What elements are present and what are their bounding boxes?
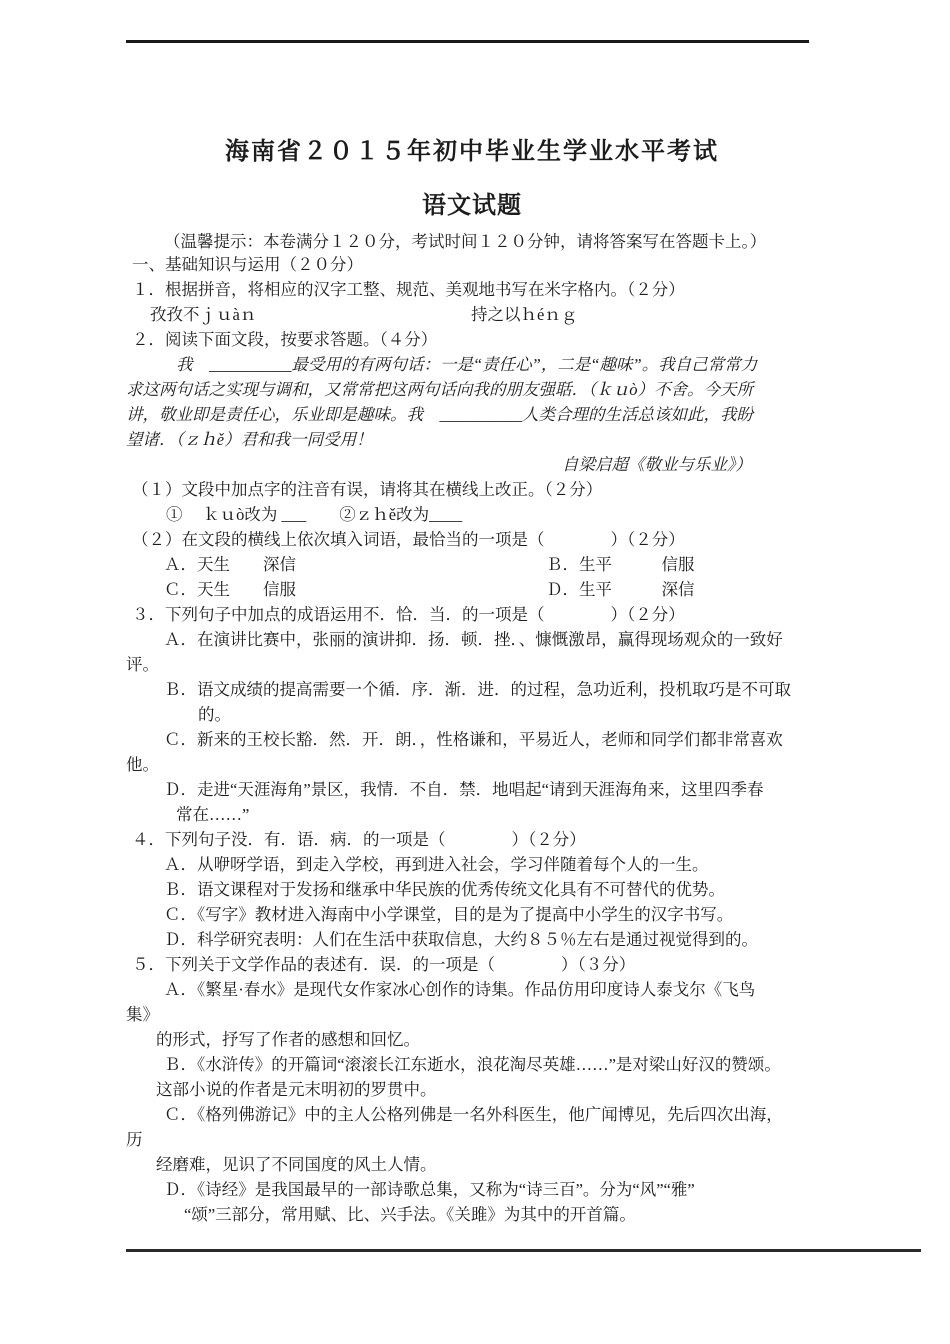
q1-pinyin-row <box>126 302 818 327</box>
q3-option-a-line2: 评。 <box>126 655 159 674</box>
exam-body <box>126 252 818 1227</box>
q3-option-a-line1: Ａ．在演讲比赛中，张丽的演讲抑．扬．顿．挫．、慷慨激昂，赢得现场观众的一致好 <box>164 630 783 649</box>
q1-phrase-right: 持之以ｈéｎｇ <box>471 305 578 324</box>
q2-passage-source: 自梁启超《敬业与乐业》） <box>562 455 752 474</box>
page-subtitle: 语文试题 <box>422 193 522 219</box>
q5-option-b-line2: 这部小说的作者是元末明初的罗贯中。 <box>156 1080 437 1099</box>
q5-option-d-line1: Ｄ．《诗经》是我国最早的一部诗歌总集，又称为“诗三百”。分为“风”“雅” <box>164 1180 695 1199</box>
q5-option-a-line3: 的形式，抒写了作者的感想和回忆。 <box>156 1030 420 1049</box>
q5-option-b-line1: Ｂ．《水浒传》的开篇词“滚滚长江东逝水，浪花淘尽英雄……”是对梁山好汉的赞颂。 <box>164 1055 781 1074</box>
q2-sub1-items: ① ｋｕò改为 ___ ②ｚｈě改为____ <box>166 505 463 524</box>
q3-option-c-line2: 他。 <box>126 755 159 774</box>
q2-stem: ２．阅读下面文段，按要求答题。（４分） <box>132 330 438 349</box>
section-1-heading: 一、基础知识与运用（２０分） <box>132 255 363 274</box>
q3-option-d-line2: 常在……” <box>176 805 250 824</box>
q4-stem: ４．下列句子没．有．语．病．的一项是（ ）（２分） <box>132 830 586 849</box>
q4-option-c: Ｃ．《写字》教材进入海南中小学课堂，目的是为了提高中小学生的汉字书写。 <box>164 905 734 924</box>
q2-passage-line3: 讲，敬业即是责任心，乐业即是趣味。我 __________人类合理的生活总该如此，我盼 <box>126 405 753 424</box>
q1-stem: １．根据拼音，将相应的汉字工整、规范、美观地书写在米字格内。（２分） <box>132 280 685 299</box>
q5-option-c-line2: 历 <box>126 1130 143 1149</box>
q2-passage-line1: 我 __________最受用的有两句话：一是“责任心”，二是“趣味”。我自己常常力 <box>176 355 758 374</box>
q5-option-a-line2: 集》 <box>126 1005 159 1024</box>
q2-options-row-cd <box>126 577 818 602</box>
top-border-rule <box>126 40 809 43</box>
q3-stem: ３．下列句子中加点的成语运用不．恰．当．的一项是（ ）（２分） <box>132 605 685 624</box>
q4-option-d: Ｄ．科学研究表明：人们在生活中获取信息，大约８５％左右是通过视觉得到的。 <box>164 930 758 949</box>
exam-notice: （温馨提示：本卷满分１２０分，考试时间１２０分钟，请将答案写在答题卡上。） <box>164 232 767 251</box>
q5-option-a-line1: Ａ．《繁星·春水》是现代女作家冰心创作的诗集。作品仿用印度诗人泰戈尔《飞鸟 <box>164 980 756 999</box>
q2-option-b: Ｂ．生平 信服 <box>546 555 695 574</box>
q5-stem: ５．下列关于文学作品的表述有．误．的一项是（ ）（３分） <box>132 955 636 974</box>
q2-passage-line4: 望诸．（ｚｈě）君和我一同受用！ <box>126 430 373 449</box>
q2-passage-line2: 求这两句话之实现与调和，又常常把这两句话向我的朋友强聒．（ｋｕò）不舍。今天所 <box>126 380 753 399</box>
q1-phrase-left: 孜孜不ｊｕàｎ <box>150 305 257 324</box>
q3-option-d-line1: Ｄ．走进“天涯海角”景区，我情．不自．禁．地唱起“请到天涯海角来，这里四季春 <box>164 780 764 799</box>
q2-sub1: （１）文段中加点字的注音有误，请将其在横线上改正。（２分） <box>132 480 603 499</box>
q4-option-b: Ｂ．语文课程对于发扬和继承中华民族的优秀传统文化具有不可替代的优势。 <box>164 880 725 899</box>
q2-option-d: Ｄ．生平 深信 <box>546 580 695 599</box>
q4-option-a: Ａ．从咿呀学语，到走入学校，再到进入社会，学习伴随着每个人的一生。 <box>164 855 709 874</box>
q5-option-d-line2: “颂”三部分，常用赋、比、兴手法。《关雎》为其中的开首篇。 <box>184 1205 636 1224</box>
q2-option-a: Ａ．天生 深信 <box>164 555 296 574</box>
q2-options-row-ab <box>126 552 818 577</box>
q3-option-b-line1: Ｂ．语文成绩的提高需要一个循．序．渐．进．的过程，急功近利，投机取巧是不可取 <box>164 680 791 699</box>
q2-option-c: Ｃ．天生 信服 <box>164 580 296 599</box>
q3-option-b-line2: 的。 <box>198 705 231 724</box>
q2-sub2: （２）在文段的横线上依次填入词语，最恰当的一项是（ ）（２分） <box>132 530 685 549</box>
page-title: 海南省２０１５年初中毕业生学业水平考试 <box>225 139 719 165</box>
bottom-border-rule <box>126 1249 921 1252</box>
q5-option-c-line1: Ｃ．《格列佛游记》中的主人公格列佛是一名外科医生，他广闻博见，先后四次出海， <box>164 1105 783 1124</box>
q5-option-c-line3: 经磨难，见识了不同国度的风土人情。 <box>156 1155 437 1174</box>
q3-option-c-line1: Ｃ．新来的王校长豁．然．开．朗．，性格谦和，平易近人，老师和同学们都非常喜欢 <box>164 730 783 749</box>
